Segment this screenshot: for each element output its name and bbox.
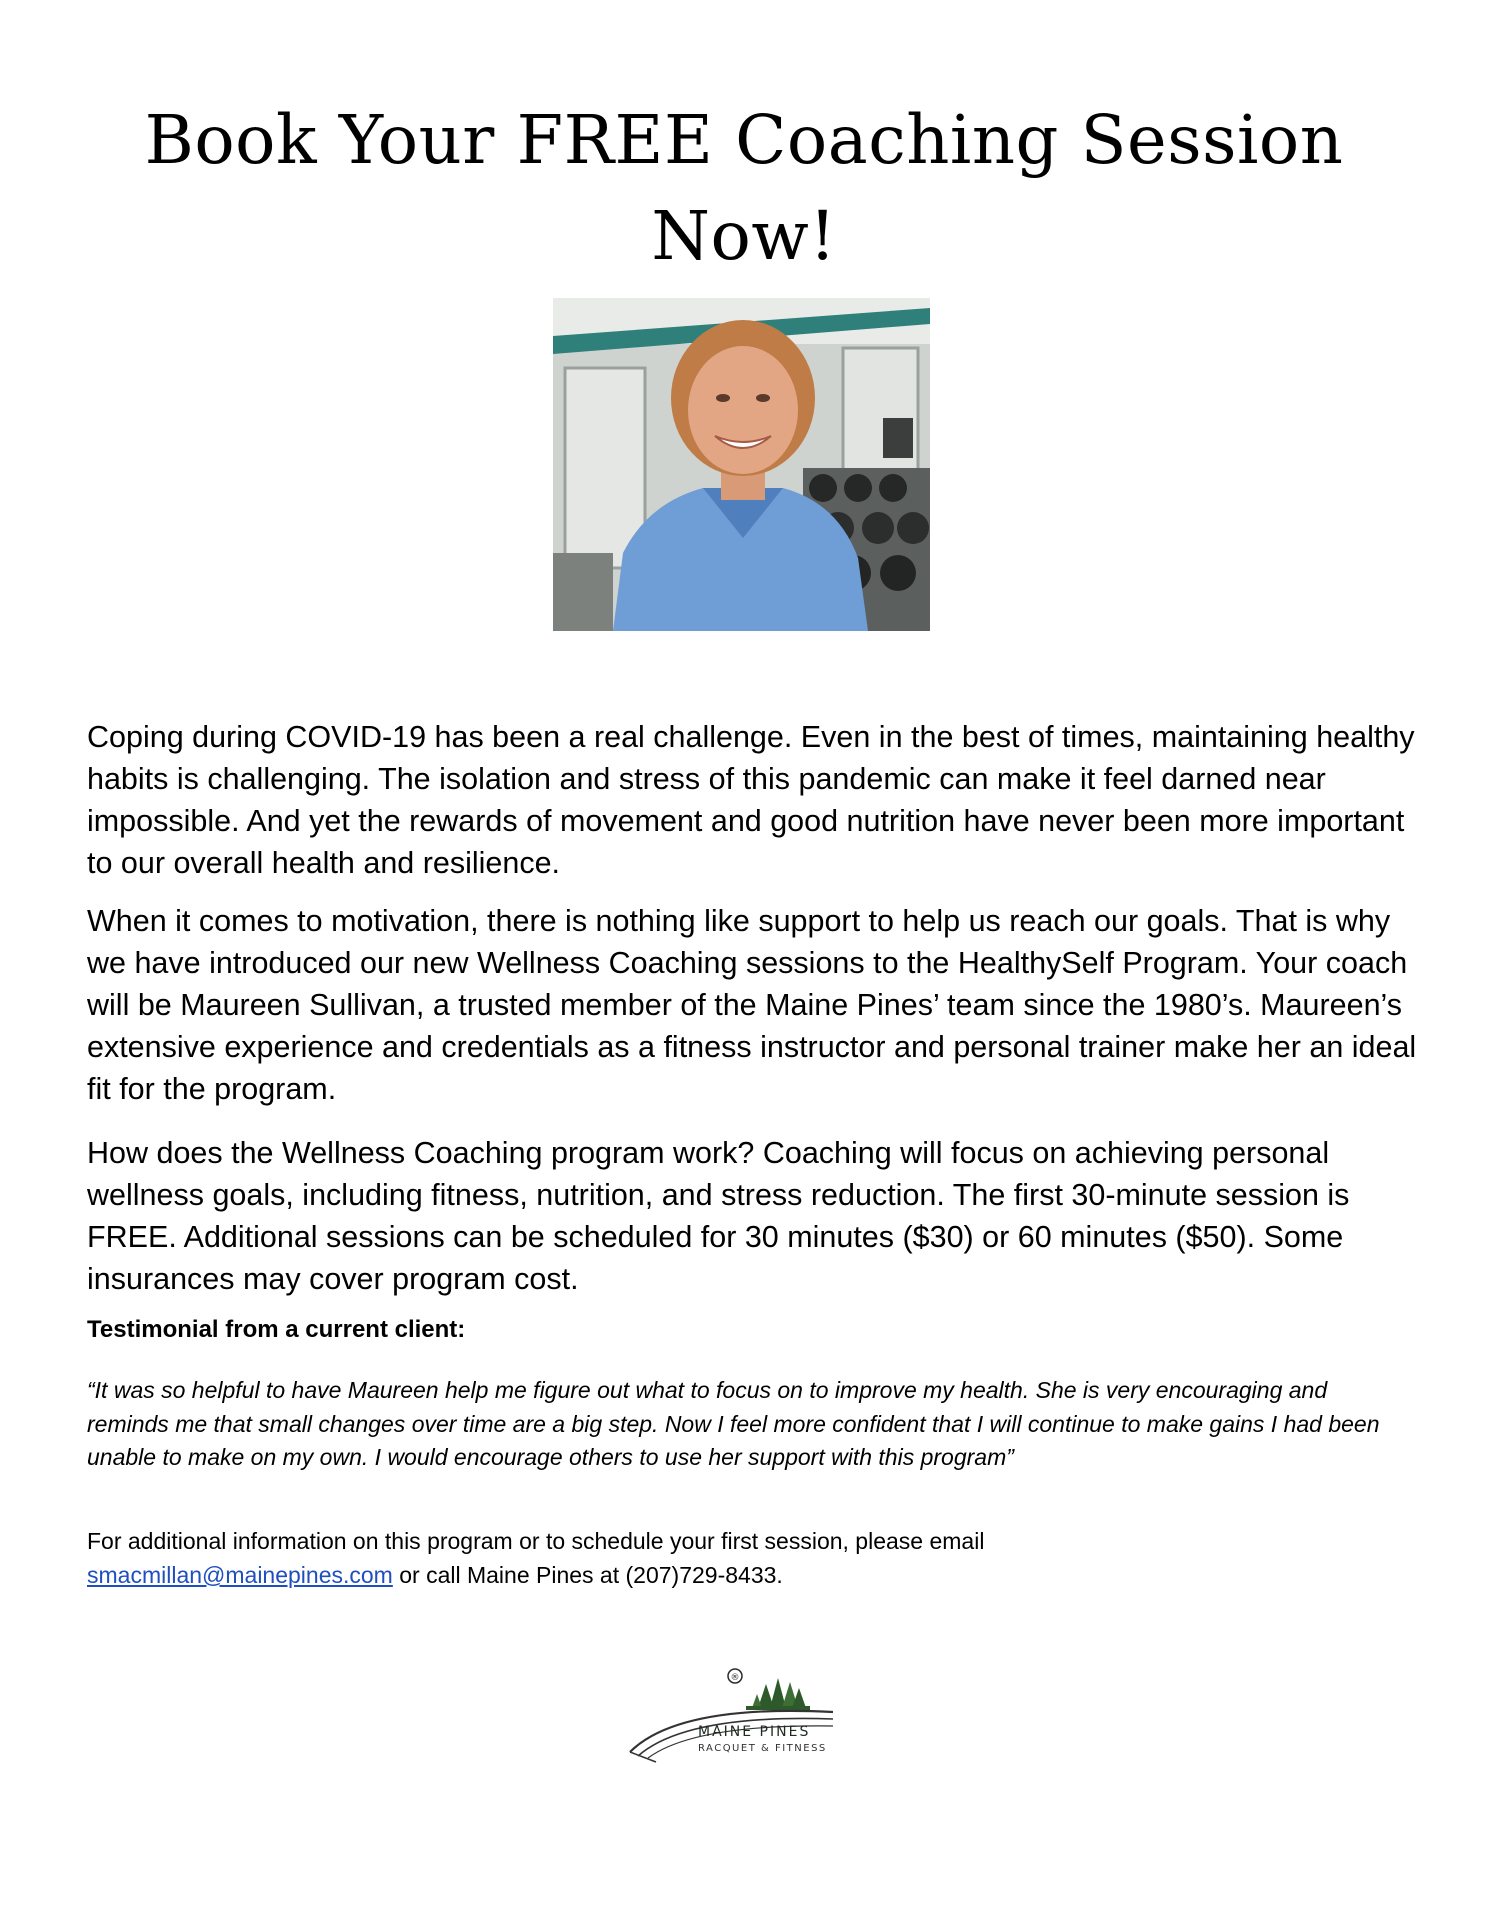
contact-text: For additional information on this program or to schedule your first session, please email: [87, 1528, 985, 1554]
pine-trees-logo-icon: [628, 1664, 864, 1764]
coach-photo: [553, 298, 930, 631]
contact-phone-text: or call Maine Pines at (207)729-8433.: [392, 1562, 783, 1588]
title-line-1: Book Your FREE Coaching Session: [144, 101, 1344, 179]
contact-info: [87, 1524, 1407, 1592]
motivation-paragraph: When it comes to motivation, there is nothing like support to help us reach our goals. That is why we have introduced our new Wellness Coaching sessions to the HealthySelf Program. Your coach will be Maureen Sullivan, a trusted member of the Maine Pines’ team since the 1980’s. Maureen’s extensive experience and credentials as a fitness instructor and personal trainer make her an ideal fit for the program.: [87, 904, 1417, 1106]
testimonial-quote: “It was so helpful to have Maureen help me figure out what to focus on to improve my health. She is very encouraging and reminds me that small changes over time are a big step. Now I feel more confident that I will continue to make gains I had been unable to make on my own. I would encourage others to use her support with this program”: [87, 1377, 1380, 1470]
title-line-2: Now!: [651, 197, 837, 275]
logo-registered-mark: ®: [730, 1673, 740, 1683]
intro-paragraph: Coping during COVID-19 has been a real challenge. Even in the best of times, maintaining healthy habits is challenging. The isolation and stress of this pandemic can make it feel darned near impossible. And yet the rewards of movement and good nutrition have never been more important to our overall health and resilience.: [87, 720, 1415, 880]
program-paragraph: How does the Wellness Coaching program work? Coaching will focus on achieving personal wellness goals, including fitness, nutrition, and stress reduction. The first 30-minute session is FREE. Additional sessions can be scheduled for 30 minutes ($30) or 60 minutes ($50). Some insurances may cover program cost.: [87, 1136, 1350, 1296]
page-title: [0, 92, 1488, 284]
coach-portrait-icon: [553, 298, 930, 631]
logo-name-line-2: RACQUET & FITNESS: [698, 1743, 827, 1754]
email-link[interactable]: smacmillan@mainepines.com: [87, 1562, 393, 1588]
testimonial-heading: Testimonial from a current client:: [87, 1316, 466, 1343]
maine-pines-logo: [628, 1664, 864, 1764]
logo-name-line-1: MAINE PINES: [698, 1724, 811, 1740]
